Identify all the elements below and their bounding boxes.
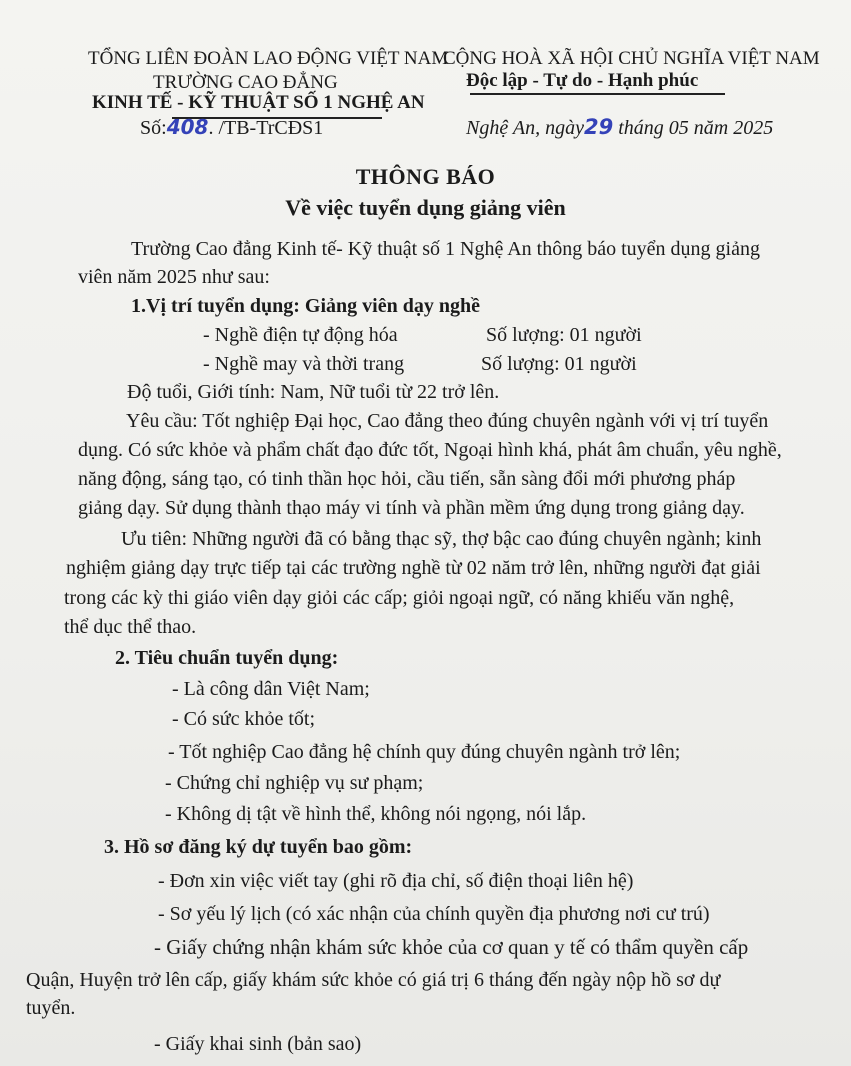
- dossier-item-1: - Đơn xin việc viết tay (ghi rõ địa chỉ, số điện thoại liên hệ): [158, 870, 634, 892]
- priority-line-1: Ưu tiên: Những người đã có bằng thạc sỹ, thợ bậc cao đúng chuyên ngành; kinh: [121, 528, 762, 550]
- dossier-item-3: - Giấy chứng nhận khám sức khỏe của cơ quan y tế có thẩm quyền cấp: [154, 935, 749, 959]
- issue-date: [466, 115, 773, 140]
- section-2-heading: 2. Tiêu chuẩn tuyển dụng:: [115, 647, 339, 669]
- criteria-item-5: - Không dị tật về hình thể, không nói ngọng, nói lắp.: [165, 803, 587, 825]
- criteria-item-1: - Là công dân Việt Nam;: [172, 678, 370, 700]
- section-3-heading: 3. Hồ sơ đăng ký dự tuyển bao gồm:: [104, 836, 413, 858]
- date-day-handwritten: 29: [583, 115, 614, 139]
- number-suffix: . /TB-TrCĐS1: [208, 117, 324, 139]
- document-title: THÔNG BÁO: [355, 164, 496, 189]
- nation-name: CỘNG HOÀ XÃ HỘI CHỦ NGHĨA VIỆT NAM: [443, 48, 820, 69]
- school-name-line1: TRƯỜNG CAO ĐẲNG: [153, 72, 338, 93]
- criteria-item-4: - Chứng chỉ nghiệp vụ sư phạm;: [165, 772, 424, 794]
- motto-underline: [470, 93, 725, 95]
- intro-line-1: Trường Cao đẳng Kinh tế- Kỹ thuật số 1 Nghệ An thông báo tuyển dụng giảng: [131, 238, 760, 260]
- org-name: TỔNG LIÊN ĐOÀN LAO ĐỘNG VIỆT NAM: [88, 48, 449, 69]
- requirements-line-1: Yêu cầu: Tốt nghiệp Đại học, Cao đẳng theo đúng chuyên ngành với vị trí tuyển: [126, 410, 769, 432]
- position-2-name: - Nghề may và thời trang: [203, 353, 405, 375]
- number-prefix: Số:: [140, 117, 167, 139]
- position-1-quantity: Số lượng: 01 người: [486, 324, 642, 346]
- dossier-item-2: - Sơ yếu lý lịch (có xác nhận của chính quyền địa phương nơi cư trú): [158, 903, 710, 925]
- dossier-item-3-continuation-1: Quận, Huyện trở lên cấp, giấy khám sức khỏe có giá trị 6 tháng đến ngày nộp hồ sơ dự: [26, 969, 721, 991]
- criteria-item-3: - Tốt nghiệp Cao đẳng hệ chính quy đúng chuyên ngành trở lên;: [168, 741, 681, 763]
- requirements-line-3: năng động, sáng tạo, có tinh thần học hỏi, cầu tiến, sẵn sàng đổi mới phương pháp: [78, 468, 736, 490]
- date-suffix: tháng 05 năm 2025: [613, 117, 774, 139]
- intro-line-2: viên năm 2025 như sau:: [78, 266, 270, 288]
- priority-line-3: trong các kỳ thi giáo viên dạy giỏi các cấp; giỏi ngoại ngữ, có năng khiếu văn nghệ,: [64, 587, 735, 609]
- dossier-item-3-continuation-2: tuyển.: [26, 997, 76, 1019]
- document-subtitle: Về việc tuyển dụng giảng viên: [285, 195, 566, 220]
- position-1-name: - Nghề điện tự động hóa: [203, 324, 398, 346]
- section-1-heading: 1.Vị trí tuyển dụng: Giảng viên dạy nghề: [131, 295, 480, 317]
- school-name-line2: KINH TẾ - KỸ THUẬT SỐ 1 NGHỆ AN: [92, 92, 425, 113]
- position-2-quantity: Số lượng: 01 người: [481, 353, 637, 375]
- number-handwritten: 408: [166, 115, 209, 139]
- dossier-item-4: - Giấy khai sinh (bản sao): [154, 1033, 362, 1055]
- requirements-line-2: dụng. Có sức khỏe và phẩm chất đạo đức tốt, Ngoại hình khá, phát âm chuẩn, yêu nghề,: [78, 439, 782, 461]
- priority-line-2: nghiệm giảng dạy trực tiếp tại các trường nghề từ 02 năm trở lên, những người đạt giải: [66, 557, 761, 579]
- priority-line-4: thể dục thể thao.: [64, 616, 197, 638]
- date-prefix: Nghệ An, ngày: [466, 117, 584, 139]
- criteria-item-2: - Có sức khỏe tốt;: [172, 708, 316, 730]
- motto: Độc lập - Tự do - Hạnh phúc: [466, 70, 699, 91]
- requirements-line-4: giảng dạy. Sử dụng thành thạo máy vi tính và phần mềm ứng dụng trong giảng dạy.: [78, 497, 745, 519]
- age-gender: Độ tuổi, Giới tính: Nam, Nữ tuổi từ 22 trở lên.: [127, 381, 500, 403]
- document-number: [140, 115, 323, 140]
